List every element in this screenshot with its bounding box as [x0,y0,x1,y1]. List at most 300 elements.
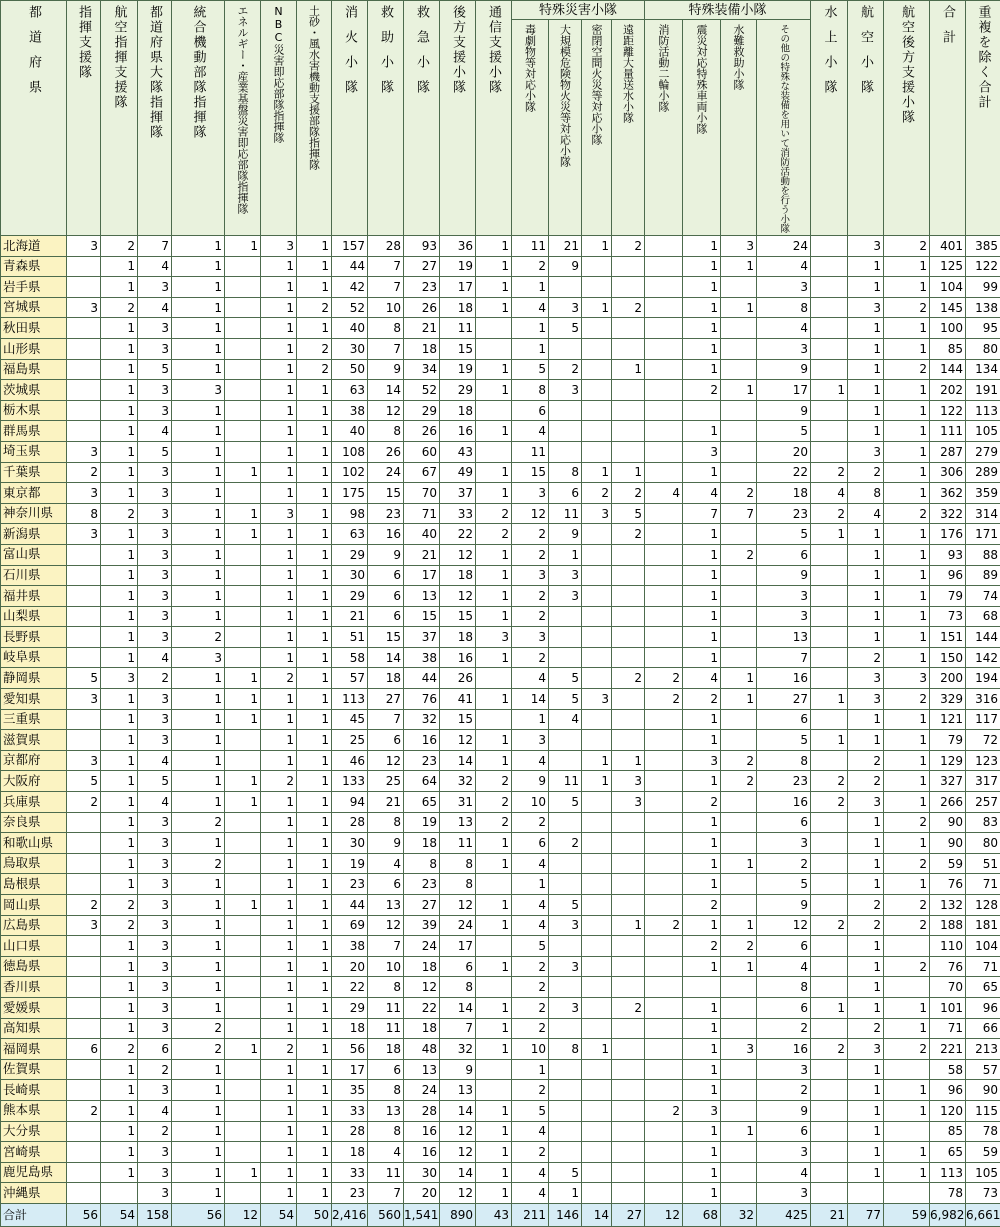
value-cell: 1 [848,524,884,545]
value-cell [67,1142,101,1163]
value-cell: 3 [138,1080,172,1101]
value-cell: 16 [404,1121,440,1142]
value-cell: 150 [930,647,966,668]
value-cell: 2 [101,1039,138,1060]
value-cell: 1 [582,297,612,318]
value-cell: 3 [138,853,172,874]
value-cell: 5 [757,421,811,442]
value-cell [225,750,261,771]
prefecture-cell: 鹿児島県 [1,1162,67,1183]
value-cell [645,586,683,607]
value-cell: 26 [404,421,440,442]
value-cell [645,1080,683,1101]
value-cell: 3 [549,297,582,318]
value-cell: 3 [261,503,297,524]
value-cell: 1 [848,256,884,277]
value-cell [67,318,101,339]
value-cell: 12 [440,586,476,607]
value-cell [645,627,683,648]
value-cell [811,1018,848,1039]
value-cell: 96 [930,565,966,586]
value-cell: 7 [440,1018,476,1039]
value-cell [612,1080,645,1101]
table-row [1,586,1000,607]
value-cell: 4 [757,956,811,977]
value-cell: 2 [884,956,930,977]
value-cell: 14 [368,380,404,401]
value-cell: 1 [261,853,297,874]
value-cell: 1 [172,256,225,277]
value-cell: 93 [404,236,440,257]
prefecture-cell: 福島県 [1,359,67,380]
value-cell: 101 [930,997,966,1018]
total-cell: 560 [368,1203,404,1226]
value-cell [645,997,683,1018]
value-cell: 3 [67,297,101,318]
value-cell [612,1162,645,1183]
value-cell: 1 [172,441,225,462]
value-cell: 1 [476,462,512,483]
value-cell: 60 [404,441,440,462]
value-cell [612,709,645,730]
value-cell: 2 [297,359,332,380]
value-cell [645,565,683,586]
value-cell: 1 [297,1039,332,1060]
value-cell [225,627,261,648]
value-cell: 2 [512,256,549,277]
value-cell: 1 [476,1039,512,1060]
value-cell: 3 [757,277,811,298]
value-cell: 1 [101,833,138,854]
value-cell: 22 [332,977,368,998]
value-cell: 1 [172,1059,225,1080]
value-cell: 1 [512,709,549,730]
value-cell: 9 [757,1100,811,1121]
value-cell: 6 [368,1059,404,1080]
value-cell [811,1121,848,1142]
value-cell [645,647,683,668]
value-cell: 1 [261,750,297,771]
value-cell [549,421,582,442]
value-cell: 1 [172,359,225,380]
value-cell: 4 [512,1121,549,1142]
prefecture-cell: 長野県 [1,627,67,648]
value-cell: 17 [404,565,440,586]
value-cell: 7 [368,256,404,277]
value-cell: 3 [138,524,172,545]
value-cell [582,1059,612,1080]
value-cell: 3 [138,730,172,751]
value-cell: 1 [297,400,332,421]
value-cell: 1 [101,997,138,1018]
value-cell: 1 [683,524,721,545]
value-cell: 11 [440,833,476,854]
value-cell: 32 [440,1039,476,1060]
value-cell: 1 [848,277,884,298]
value-cell: 21 [404,318,440,339]
table-row [1,1183,1000,1204]
table-row [1,524,1000,545]
value-cell: 5 [612,503,645,524]
value-cell: 1 [848,936,884,957]
value-cell [721,400,757,421]
value-cell: 2 [884,689,930,710]
value-cell [67,421,101,442]
value-cell: 8 [848,483,884,504]
value-cell: 11 [368,1162,404,1183]
value-cell: 78 [966,1121,1000,1142]
value-cell: 1 [476,277,512,298]
value-cell [549,730,582,751]
value-cell: 1 [683,853,721,874]
value-cell: 15 [368,627,404,648]
value-cell: 65 [966,977,1000,998]
value-cell [721,895,757,916]
value-cell: 1 [172,977,225,998]
value-cell: 3 [549,956,582,977]
value-cell: 26 [404,297,440,318]
value-cell: 1 [261,441,297,462]
value-cell [582,956,612,977]
value-cell [582,1183,612,1204]
value-cell: 6 [757,709,811,730]
value-cell: 69 [332,915,368,936]
value-cell [811,1059,848,1080]
prefecture-cell: 埼玉県 [1,441,67,462]
value-cell: 2 [721,771,757,792]
value-cell: 1 [884,318,930,339]
value-cell [811,936,848,957]
table-row [1,421,1000,442]
value-cell [721,709,757,730]
value-cell: 7 [368,277,404,298]
value-cell: 1 [101,750,138,771]
value-cell: 1 [848,359,884,380]
value-cell: 71 [966,956,1000,977]
table-row [1,277,1000,298]
value-cell: 2 [884,503,930,524]
value-cell: 2 [848,915,884,936]
value-cell [811,400,848,421]
value-cell: 122 [930,400,966,421]
total-cell: 6,661 [966,1203,1000,1226]
value-cell [225,586,261,607]
value-cell: 1 [476,1162,512,1183]
value-cell [582,606,612,627]
value-cell: 1 [884,771,930,792]
value-cell [645,400,683,421]
value-cell: 76 [404,689,440,710]
value-cell: 1 [261,874,297,895]
value-cell: 134 [966,359,1000,380]
prefecture-cell: 高知県 [1,1018,67,1039]
value-cell: 257 [966,792,1000,813]
value-cell: 3 [757,606,811,627]
value-cell [612,606,645,627]
value-cell [582,730,612,751]
value-cell: 1 [884,338,930,359]
value-cell: 2 [138,668,172,689]
value-cell: 2 [612,668,645,689]
value-cell: 2 [645,1100,683,1121]
value-cell: 1 [261,524,297,545]
value-cell [582,380,612,401]
prefecture-cell: 福井県 [1,586,67,607]
value-cell: 8 [549,462,582,483]
value-cell: 1 [297,936,332,957]
value-cell: 65 [404,792,440,813]
prefecture-cell: 青森県 [1,256,67,277]
value-cell: 1 [476,359,512,380]
value-cell [612,627,645,648]
value-cell [582,421,612,442]
value-cell [549,812,582,833]
value-cell: 16 [368,524,404,545]
value-cell: 1 [512,277,549,298]
value-cell: 9 [757,565,811,586]
value-cell: 58 [930,1059,966,1080]
value-cell: 1 [101,709,138,730]
value-cell: 1 [101,421,138,442]
value-cell [721,586,757,607]
value-cell: 3 [138,544,172,565]
value-cell: 14 [440,750,476,771]
value-cell [225,956,261,977]
value-cell: 144 [930,359,966,380]
value-cell: 2 [848,771,884,792]
value-cell: 1 [721,956,757,977]
value-cell: 1 [172,503,225,524]
value-cell: 24 [404,936,440,957]
value-cell: 71 [404,503,440,524]
value-cell [612,977,645,998]
value-cell: 1 [297,833,332,854]
value-cell [645,1162,683,1183]
value-cell [67,277,101,298]
value-cell: 1 [172,297,225,318]
prefecture-cell: 栃木県 [1,400,67,421]
value-cell: 1 [476,483,512,504]
value-cell [549,936,582,957]
value-cell: 1 [172,606,225,627]
value-cell [582,997,612,1018]
value-cell: 3 [848,1039,884,1060]
value-cell [549,1142,582,1163]
value-cell: 4 [512,853,549,874]
value-cell: 8 [368,1080,404,1101]
value-cell: 1 [172,483,225,504]
value-cell: 1 [476,1100,512,1121]
value-cell: 1 [721,668,757,689]
value-cell: 1 [172,586,225,607]
value-cell: 18 [332,1018,368,1039]
value-cell [645,771,683,792]
value-cell: 3 [138,400,172,421]
value-cell: 1 [297,1121,332,1142]
value-cell: 3 [67,441,101,462]
value-cell [582,977,612,998]
value-cell: 8 [368,812,404,833]
prefecture-cell: 島根県 [1,874,67,895]
value-cell [645,709,683,730]
value-cell: 15 [512,462,549,483]
value-cell: 3 [138,1162,172,1183]
value-cell: 3 [848,297,884,318]
value-cell [721,627,757,648]
header-col-3: 都道府県大隊指揮隊 [138,1,172,236]
value-cell: 3 [261,236,297,257]
value-cell: 3 [138,565,172,586]
value-cell: 287 [930,441,966,462]
value-cell: 359 [966,483,1000,504]
value-cell: 1 [683,318,721,339]
value-cell: 12 [404,977,440,998]
value-cell: 15 [404,606,440,627]
value-cell: 1 [297,647,332,668]
value-cell: 48 [404,1039,440,1060]
value-cell [476,936,512,957]
value-cell: 2 [811,1039,848,1060]
value-cell [67,936,101,957]
value-cell: 3 [138,977,172,998]
value-cell [811,1162,848,1183]
value-cell: 29 [332,586,368,607]
total-cell: 56 [67,1203,101,1226]
table-row [1,1039,1000,1060]
value-cell: 5 [549,792,582,813]
value-cell: 1 [261,833,297,854]
value-cell: 1 [612,359,645,380]
value-cell: 14 [512,689,549,710]
value-cell: 1 [172,1162,225,1183]
total-cell: 6,982 [930,1203,966,1226]
value-cell: 1 [261,318,297,339]
value-cell [645,956,683,977]
value-cell [67,997,101,1018]
value-cell [225,647,261,668]
value-cell: 1 [476,853,512,874]
value-cell: 71 [930,1018,966,1039]
value-cell: 3 [138,997,172,1018]
value-cell: 1 [884,586,930,607]
prefecture-cell: 石川県 [1,565,67,586]
value-cell [225,915,261,936]
total-cell: 68 [683,1203,721,1226]
header-col-8: 消火小隊 [332,1,368,236]
table-row [1,956,1000,977]
value-cell: 63 [332,380,368,401]
value-cell: 16 [757,1039,811,1060]
value-cell: 22 [440,524,476,545]
value-cell: 1 [172,400,225,421]
value-cell [67,627,101,648]
value-cell: 1 [261,380,297,401]
value-cell: 3 [848,236,884,257]
value-cell: 1 [225,462,261,483]
value-cell: 18 [404,833,440,854]
value-cell: 181 [966,915,1000,936]
value-cell [549,750,582,771]
value-cell: 6 [549,483,582,504]
value-cell: 2 [811,915,848,936]
value-cell: 1 [101,647,138,668]
value-cell [225,318,261,339]
value-cell: 9 [549,524,582,545]
value-cell: 2 [512,1018,549,1039]
value-cell: 17 [332,1059,368,1080]
value-cell: 1 [582,1039,612,1060]
table-row [1,1142,1000,1163]
value-cell: 44 [332,256,368,277]
value-cell: 2 [645,668,683,689]
table-row [1,400,1000,421]
value-cell [721,524,757,545]
value-cell: 12 [368,400,404,421]
value-cell: 67 [404,462,440,483]
value-cell: 128 [966,895,1000,916]
value-cell: 1 [848,606,884,627]
value-cell: 33 [332,1100,368,1121]
value-cell: 104 [966,936,1000,957]
value-cell: 13 [404,586,440,607]
value-cell: 12 [440,1142,476,1163]
value-cell: 16 [440,647,476,668]
prefecture-cell: 愛媛県 [1,997,67,1018]
value-cell: 1 [884,1080,930,1101]
value-cell: 2 [172,853,225,874]
value-cell [582,359,612,380]
value-cell: 11 [512,441,549,462]
value-cell: 1 [172,1142,225,1163]
value-cell [811,874,848,895]
value-cell: 5 [549,895,582,916]
value-cell [811,1142,848,1163]
value-cell: 110 [930,936,966,957]
prefecture-cell: 新潟県 [1,524,67,545]
value-cell: 6 [512,833,549,854]
value-cell [67,853,101,874]
value-cell: 2 [476,503,512,524]
value-cell: 3 [884,668,930,689]
value-cell: 138 [966,297,1000,318]
value-cell [582,1142,612,1163]
value-cell: 93 [930,544,966,565]
value-cell: 1 [172,709,225,730]
value-cell: 151 [930,627,966,648]
value-cell: 1 [297,1018,332,1039]
value-cell: 1 [884,1100,930,1121]
value-cell [67,874,101,895]
value-cell: 1 [101,524,138,545]
value-cell [476,709,512,730]
value-cell [476,400,512,421]
value-cell: 2 [101,503,138,524]
value-cell [582,565,612,586]
table-row [1,1162,1000,1183]
value-cell: 1 [476,997,512,1018]
value-cell: 51 [966,853,1000,874]
value-cell [549,1080,582,1101]
value-cell: 3 [612,792,645,813]
value-cell [612,586,645,607]
value-cell: 1 [884,400,930,421]
value-cell: 5 [512,359,549,380]
value-cell: 1 [884,997,930,1018]
value-cell: 5 [138,441,172,462]
prefecture-cell: 北海道 [1,236,67,257]
value-cell: 1 [101,730,138,751]
value-cell: 1 [884,833,930,854]
